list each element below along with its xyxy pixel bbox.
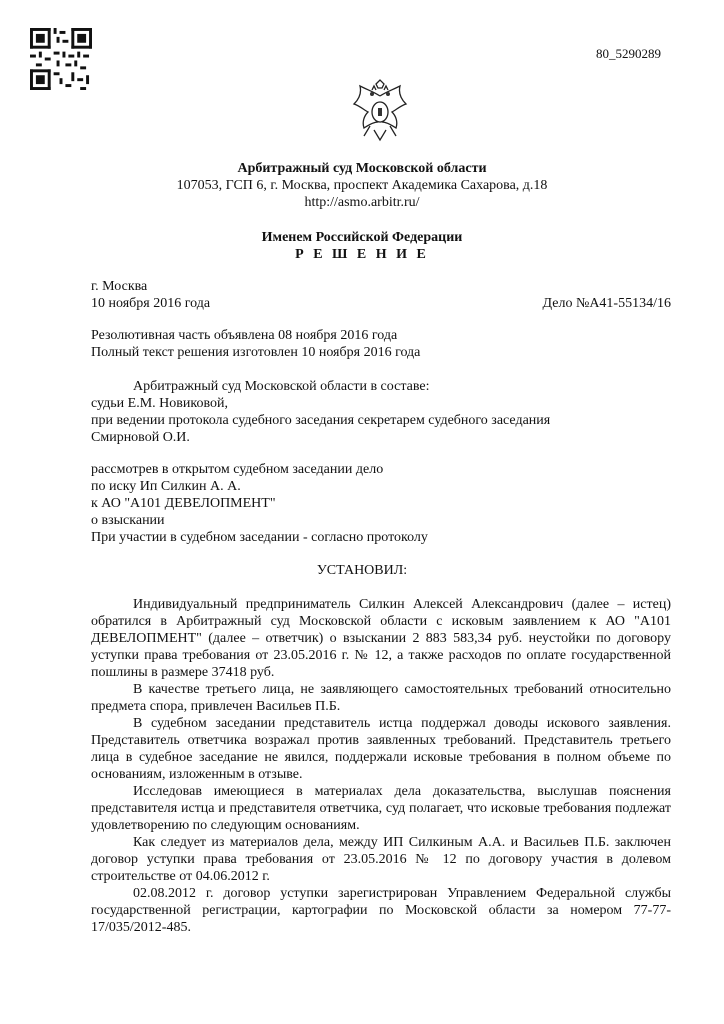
body-paragraph: Как следует из материалов дела, между ИП Силкиным А.А. и Васильев П.Б. заключен договор уступки права требования от 23.05.2016 № 12 по договору участия в долевом строительстве от 04.06.2012 г.: [91, 835, 671, 884]
place-date-block: [91, 278, 671, 312]
composition-block: [91, 378, 671, 446]
body-paragraph: Исследовав имеющиеся в материалах дела доказательства, выслушав пояснения представителя истца и представителя ответчика, суд полагает, что исковые требования подлежат удовлетворению по следующим основаниям.: [91, 784, 671, 833]
qr-code: [30, 28, 92, 90]
consideration-line: к АО "А101 ДЕВЕЛОПМЕНТ": [91, 496, 276, 511]
case-number: Дело №А41-55134/16: [542, 296, 671, 311]
document-number: 80_5290289: [596, 46, 661, 61]
date-case-row: [91, 295, 671, 312]
place: г. Москва: [91, 279, 148, 294]
consideration-line: При участии в судебном заседании - согласно протоколу: [91, 530, 428, 545]
consideration-line: по иску Ип Силкин А. А.: [91, 479, 241, 494]
announcement-block: [91, 327, 671, 361]
court-url: http://asmo.arbitr.ru/: [304, 195, 420, 210]
body-paragraph: В судебном заседании представитель истца поддержал доводы искового заявления. Представитель ответчика возражал против заявленных требований. Представитель третьего лица в судебное заседание не явился, поддержали исковые требования в полном объеме по основаниям, изложенным в отзыве.: [91, 716, 671, 782]
composition-line: Смирновой О.И.: [91, 430, 190, 445]
full-text-line: Полный текст решения изготовлен 10 ноября 2016 года: [91, 345, 421, 360]
consideration-line: о взыскании: [91, 513, 165, 528]
body-paragraph: 02.08.2012 г. договор уступки зарегистрирован Управлением Федеральной службы государственной регистрации, картографии по Московской области за номером 77-77-17/035/2012-485.: [91, 886, 671, 935]
document-type: Р Е Ш Е Н И Е: [295, 247, 429, 262]
composition-line: судьи Е.М. Новиковой,: [91, 396, 228, 411]
court-address: 107053, ГСП 6, г. Москва, проспект Академика Сахарова, д.18: [176, 178, 548, 193]
body-paragraph: Индивидуальный предприниматель Силкин Алексей Александрович (далее – истец) обратился в Арбитражный суд Московской области с исковым заявлением к АО "А101 ДЕВЕЛОПМЕНТ" (далее – ответчик) о взыскании 2 883 583,34 руб. неустойки по договору уступки права требования от 23.05.2016 г. № 12, а также расходов по оплате государственной пошлины в размере 37418 руб.: [91, 597, 671, 680]
consideration-block: [91, 461, 671, 546]
established-heading: УСТАНОВИЛ:: [316, 563, 408, 578]
announced-line: Резолютивная часть объявлена 08 ноября 2016 года: [91, 328, 398, 343]
decision-date: 10 ноября 2016 года: [91, 296, 211, 311]
court-header: [0, 160, 724, 211]
body-text: [91, 596, 671, 936]
coat-of-arms-icon: [350, 78, 410, 144]
court-name: Арбитражный суд Московской области: [237, 161, 487, 176]
consideration-line: рассмотрев в открытом судебном заседании дело: [91, 462, 384, 477]
composition-line: Арбитражный суд Московской области в составе:: [133, 379, 430, 394]
composition-line: при ведении протокола судебного заседания секретарем судебного заседания: [91, 413, 551, 428]
decision-heading: [0, 229, 724, 263]
in-name-of: Именем Российской Федерации: [261, 230, 463, 245]
body-paragraph: В качестве третьего лица, не заявляющего самостоятельных требований относительно предмета спора, привлечен Васильев П.Б.: [91, 682, 671, 714]
